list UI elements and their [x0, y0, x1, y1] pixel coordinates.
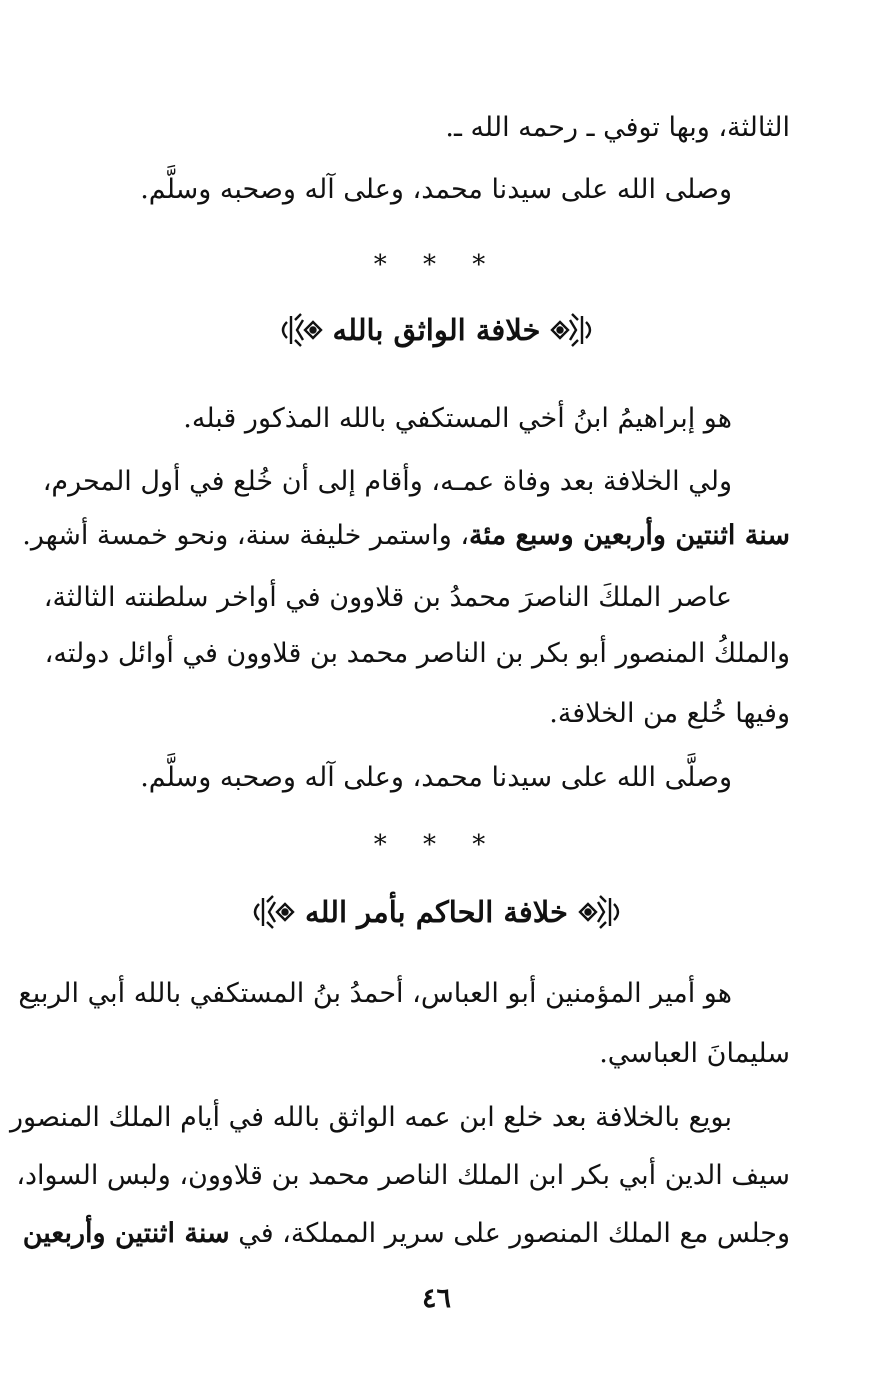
- text-line: [22, 1210, 790, 1258]
- text-column: [10, 0, 790, 1392]
- text-line: عاصر الملكَ الناصرَ محمدُ بن قلاوون في أواخر سلطنته الثالثة،: [43, 582, 732, 613]
- text-line: الثالثة، وبها توفي ـ رحمه الله ـ.: [445, 112, 790, 143]
- text-line: هو إبراهيمُ ابنُ أخي المستكفي بالله المذكور قبله.: [183, 403, 732, 434]
- text-line: وصلَّى الله على سيدنا محمد، وعلى آله وصحبه وسلَّم.: [140, 762, 732, 793]
- text-line: ولي الخلافة بعد وفاة عمـه، وأقام إلى أن خُلع في أول المحرم،: [42, 466, 732, 497]
- ornament-left-icon: [247, 890, 297, 934]
- ornament-right-icon: [576, 890, 626, 934]
- text-line: سليمانَ العباسي.: [599, 1038, 790, 1069]
- text-line: سيف الدين أبي بكر ابن الملك الناصر محمد بن قلاوون، ولبس السواد،: [16, 1160, 790, 1191]
- section-separator: * * *: [373, 250, 500, 280]
- ornament-right-icon: [548, 308, 598, 352]
- ornament-left-icon: [275, 308, 325, 352]
- heading-title: خلافة الواثق بالله: [332, 313, 541, 347]
- section-heading: [0, 300, 873, 360]
- text-line: هو أمير المؤمنين أبو العباس، أحمدُ بنُ المستكفي بالله أبي الربيع: [18, 978, 732, 1009]
- heading-title: خلافة الحاكم بأمر الله: [305, 895, 568, 929]
- page-number: ٤٦: [421, 1283, 451, 1314]
- text-line: والملكُ المنصور أبو بكر بن الناصر محمد بن قلاوون في أوائل دولته،: [44, 638, 790, 669]
- section-heading: [0, 882, 873, 942]
- text-span: ، واستمر خليفة سنة، ونحو خمسة أشهر.: [22, 520, 470, 551]
- text-span: وجلس مع الملك المنصور على سرير المملكة، في: [229, 1218, 790, 1249]
- bold-date: سنة اثنتين وأربعين وسبع مئة: [469, 520, 790, 551]
- text-line: [22, 512, 790, 560]
- text-line: بويع بالخلافة بعد خلع ابن عمه الواثق بالله في أيام الملك المنصور: [10, 1102, 732, 1133]
- text-line: وفيها خُلع من الخلافة.: [549, 698, 790, 729]
- bold-date: سنة اثنتين وأربعين: [22, 1218, 230, 1249]
- section-separator: * * *: [373, 830, 500, 860]
- text-line: وصلى الله على سيدنا محمد، وعلى آله وصحبه وسلَّم.: [140, 174, 732, 205]
